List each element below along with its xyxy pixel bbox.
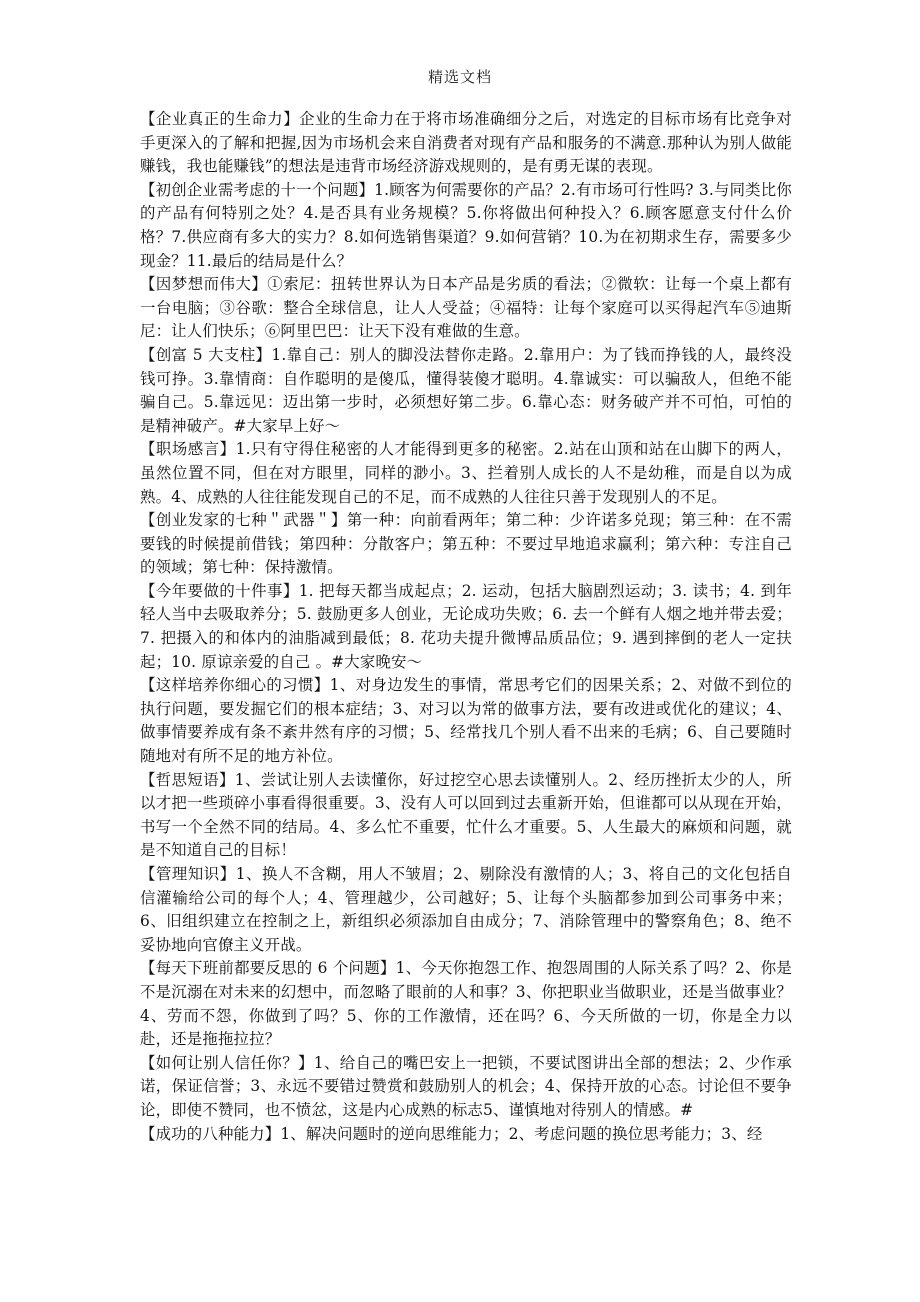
paragraph-six-daily-reflections: 【每天下班前都要反思的 6 个问题】1、今天你抱怨工作、抱怨周围的人际关系了吗？2、你是不是沉溺在对未来的幻想中，而忽略了眼前的人和事？3、你把职业当做职业，还是当做事业？4、劳而不怨，你做到了吗？5、你的工作激情，还在吗？6、今天所做的一切，你是全力以赴，还是拖拖拉拉？	[140, 959, 792, 1049]
paragraph-eight-success-abilities: 【成功的八种能力】1、解决问题时的逆向思维能力；2、考虑问题的换位思考能力；3、经	[140, 1124, 763, 1143]
paragraph-great-because-of-dreams: 【因梦想而伟大】①索尼：扭转世界认为日本产品是劣质的看法；②微软：让每一个桌上都有一台电脑；③谷歌：整合全球信息，让人人受益；④福特：让每个家庭可以买得起汽车⑤迪斯尼：让人们快乐；⑥阿里巴巴：让天下没有难做的生意。	[140, 275, 792, 341]
paragraph-philosophical-phrases: 【哲思短语】1、尝试让别人去读懂你，好过挖空心思去读懂别人。2、经历挫折太少的人，所以才把一些琐碎小事看得很重要。3、没有人可以回到过去重新开始，但谁都可以从现在开始，书写一个全然不同的结局。4、多么忙不重要，忙什么才重要。5、人生最大的麻烦和问题，就是不知道自己的目标！	[140, 770, 792, 860]
paragraph-attentive-habits: 【这样培养你细心的习惯】1、对身边发生的事情，常思考它们的因果关系；2、对做不到位的执行问题，要发掘它们的根本症结；3、对习以为常的做事方法，要有改进或优化的建议；4、做事情要养成有条不紊井然有序的习惯；5、经常找几个别人看不出来的毛病；6、自己要随时随地对有所不足的地方补位。	[140, 676, 792, 766]
page-header-title: 精选文档	[427, 68, 492, 86]
paragraph-enterprise-vitality: 【企业真正的生命力】企业的生命力在于将市场准确细分之后，对选定的目标市场有比竞争对手更深入的了解和把握,因为市场机会来自消费者对现有产品和服务的不满意.那种认为别人做能赚钱，我也能赚钱”的想法是违背市场经济游戏规则的，是有勇无谋的表现。	[140, 110, 792, 176]
document-body	[140, 108, 792, 1146]
paragraph-seven-weapons: 【创业发家的七种＂武器＂】第一种：向前看两年；第二种：少许诺多兑现；第三种：在不需要钱的时候提前借钱；第四种：分散客户；第五种：不要过早地追求赢利；第六种：专注自己的领域；第七种：保持激情。	[140, 511, 792, 577]
paragraph-five-pillars-of-wealth: 【创富 5 大支柱】1.靠自己：别人的脚没法替你走路。2.靠用户：为了钱而挣钱的人，最终没钱可挣。3.靠情商：自作聪明的是傻瓜，懂得装傻才聪明。4.靠诚实：可以骗敌人，但绝不能骗自己。5.靠远见：迈出第一步时，必须想好第二步。6.靠心态：财务破产并不可怕，可怕的是精神破产。#大家早上好～	[140, 345, 792, 435]
paragraph-management-knowledge: 【管理知识】1、换人不含糊，用人不皱眉；2、剔除没有激情的人；3、将自己的文化包括自信灌输给公司的每个人；4、管理越少，公司越好；5、让每个头脑都参加到公司事务中来；6、旧组织建立在控制之上，新组织必须添加自由成分；7、消除管理中的警察角色；8、绝不妥协地向官僚主义开战。	[140, 865, 792, 954]
paragraph-workplace-thoughts: 【职场感言】1.只有守得住秘密的人才能得到更多的秘密。2.站在山顶和站在山脚下的两人，虽然位置不同，但在对方眼里，同样的渺小。3、拦着别人成长的人不是幼稚，而是自以为成熟。4、成熟的人往往能发现自己的不足，而不成熟的人往往只善于发现别人的不足。	[140, 440, 792, 506]
paragraph-earn-trust: 【如何让别人信任你？】1、给自己的嘴巴安上一把锁，不要试图讲出全部的想法；2、少作承诺，保证信誉；3、永远不要错过赞赏和鼓励别人的机会；4、保持开放的心态。讨论但不要争论，即使不赞同，也不愤忿，这是内心成熟的标志5、谨慎地对待别人的情感。#	[140, 1053, 792, 1119]
paragraph-startup-eleven-questions: 【初创企业需考虑的十一个问题】1.顾客为何需要你的产品？2.有市场可行性吗? 3.与同类比你的产品有何特别之处？4.是否具有业务规模？5.你将做出何种投入？6.顾客愿意支付什么价格？7.供应商有多大的实力？8.如何选销售渠道？9.如何营销？10.为在初期求生存，需要多少现金？11.最后的结局是什么？	[140, 180, 792, 270]
paragraph-ten-things-this-year: 【今年要做的十件事】1. 把每天都当成起点；2. 运动，包括大脑剧烈运动；3. 读书；4. 到年轻人当中去吸取养分；5. 鼓励更多人创业，无论成功失败；6. 去一个鲜有人烟之地并带去爱；7. 把摄入的和体内的油脂减到最低；8. 花功夫提升微博品质品位；9. 遇到摔倒的老人一定扶起；10. 原谅亲爱的自己 。#大家晚安～	[140, 581, 792, 671]
